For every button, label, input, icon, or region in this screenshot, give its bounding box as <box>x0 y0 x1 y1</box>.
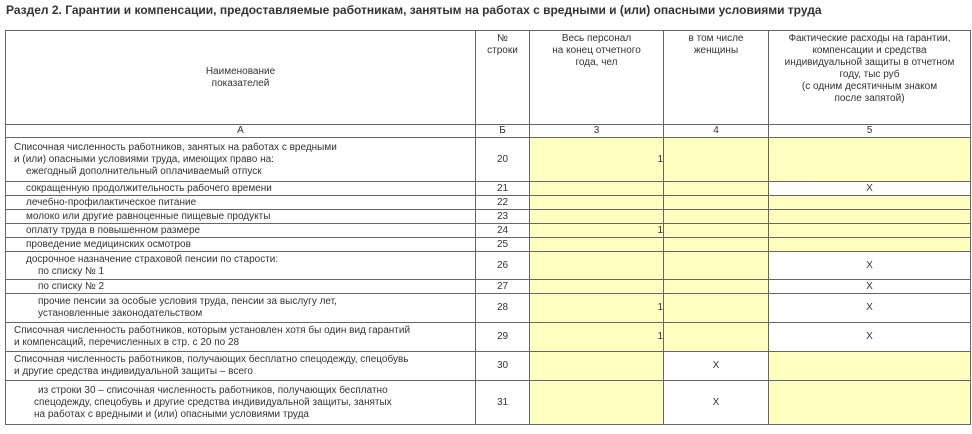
indicator-name: по списку № 2 <box>6 280 476 294</box>
total-staff-cell[interactable] <box>530 210 664 224</box>
table-row <box>6 224 971 238</box>
expenses-cell <box>769 182 971 196</box>
expenses-cell <box>769 323 971 352</box>
row-code: 31 <box>476 381 530 425</box>
row-code: 24 <box>476 224 530 238</box>
total-staff-cell[interactable] <box>530 280 664 294</box>
women-cell[interactable] <box>664 196 769 210</box>
not-applicable-mark: X <box>866 259 873 271</box>
header-expenses: Фактические расходы на гарантии, компенсации и средства индивидуальной защиты в отчетном году, тыс руб (с одним десятичным знаком после запятой) <box>769 31 971 125</box>
row-code: 27 <box>476 280 530 294</box>
total-staff-cell[interactable]: 1 <box>530 323 664 352</box>
women-cell[interactable] <box>664 294 769 323</box>
expenses-cell[interactable] <box>769 138 971 182</box>
expenses-cell <box>769 252 971 280</box>
women-cell[interactable] <box>664 138 769 182</box>
col-index-5: 5 <box>769 125 971 138</box>
total-staff-cell[interactable] <box>530 196 664 210</box>
not-applicable-mark: X <box>712 360 720 371</box>
women-cell[interactable] <box>664 252 769 280</box>
women-cell[interactable] <box>664 182 769 196</box>
guarantees-table <box>5 30 971 425</box>
row-code: 26 <box>476 252 530 280</box>
header-women: в том числе женщины <box>664 31 769 125</box>
table-row <box>6 252 971 280</box>
table-row <box>6 138 971 182</box>
row-code: 28 <box>476 294 530 323</box>
table-row <box>6 294 971 323</box>
expenses-cell[interactable] <box>769 224 971 238</box>
total-staff-cell[interactable]: 1 <box>530 224 664 238</box>
indicator-name: досрочное назначение страховой пенсии по старости: по списку № 1 <box>6 252 476 280</box>
women-cell[interactable] <box>664 323 769 352</box>
not-applicable-mark: X <box>712 396 720 408</box>
women-cell[interactable] <box>664 210 769 224</box>
table-row <box>6 381 971 425</box>
total-staff-cell[interactable]: 1 <box>530 294 664 323</box>
indicator-name: Списочная численность работников, получающих бесплатно спецодежду, спецобувь и другие средства индивидуальной защиты – всего <box>6 352 476 381</box>
total-staff-cell[interactable] <box>530 352 664 381</box>
row-code: 20 <box>476 138 530 182</box>
row-code: 22 <box>476 196 530 210</box>
table-row <box>6 238 971 252</box>
not-applicable-mark: X <box>866 182 873 194</box>
indicator-name: оплату труда в повышенном размере <box>6 224 476 238</box>
women-cell <box>664 381 769 425</box>
indicator-name: проведение медицинских осмотров <box>6 238 476 252</box>
table-row <box>6 196 971 210</box>
women-cell[interactable] <box>664 280 769 294</box>
table-row <box>6 280 971 294</box>
header-row-no: № строки <box>476 31 530 125</box>
total-staff-cell[interactable] <box>530 381 664 425</box>
total-staff-cell[interactable] <box>530 238 664 252</box>
table-row <box>6 182 971 196</box>
not-applicable-mark: X <box>866 302 873 313</box>
header-total-staff: Весь персонал на конец отчетного года, чел <box>530 31 664 125</box>
total-staff-cell[interactable]: 1 <box>530 138 664 182</box>
table-row <box>6 323 971 352</box>
expenses-cell <box>769 280 971 294</box>
women-cell <box>664 352 769 381</box>
row-code: 30 <box>476 352 530 381</box>
total-staff-cell[interactable] <box>530 252 664 280</box>
women-cell[interactable] <box>664 238 769 252</box>
header-name: Наименование показателей <box>6 31 476 125</box>
expenses-cell[interactable] <box>769 196 971 210</box>
expenses-cell[interactable] <box>769 352 971 381</box>
table-row <box>6 210 971 224</box>
women-cell[interactable] <box>664 224 769 238</box>
total-staff-cell[interactable] <box>530 182 664 196</box>
table-body <box>6 138 971 425</box>
not-applicable-mark: X <box>866 280 873 292</box>
row-code: 29 <box>476 323 530 352</box>
column-index-row <box>6 125 971 138</box>
table-row <box>6 352 971 381</box>
row-code: 25 <box>476 238 530 252</box>
expenses-cell[interactable] <box>769 238 971 252</box>
header-row <box>6 31 971 125</box>
col-index-a: А <box>6 125 476 138</box>
indicator-name: Списочная численность работников, которым установлен хотя бы один вид гарантий и компенсаций, перечисленных в стр. с 20 по 28 <box>6 323 476 352</box>
col-index-b: Б <box>476 125 530 138</box>
indicator-name: прочие пенсии за особые условия труда, пенсии за выслугу лет, установленные законодательством <box>6 294 476 323</box>
indicator-name: молоко или другие равноценные пищевые продукты <box>6 210 476 224</box>
indicator-name: Списочная численность работников, занятых на работах с вредными и (или) опасными условиями труда, имеющих право на: ежегодный дополнительный оплачиваемый отпуск <box>6 138 476 182</box>
not-applicable-mark: X <box>866 331 873 342</box>
row-code: 21 <box>476 182 530 196</box>
indicator-name: из строки 30 – списочная численность работников, получающих бесплатно спецодежду, спецобувь и другие средства индивидуальной защиты, занятых на работах с вредными и (или) опасными условиями труда <box>6 381 476 425</box>
indicator-name: лечебно-профилактическое питание <box>6 196 476 210</box>
expenses-cell[interactable] <box>769 210 971 224</box>
col-index-4: 4 <box>664 125 769 138</box>
section-title: Раздел 2. Гарантии и компенсации, предоставляемые работникам, занятым на работах с вредными и (или) опасными условиями труда <box>6 3 822 17</box>
expenses-cell <box>769 294 971 323</box>
indicator-name: сокращенную продолжительность рабочего времени <box>6 182 476 196</box>
row-code: 23 <box>476 210 530 224</box>
col-index-3: 3 <box>530 125 664 138</box>
expenses-cell[interactable] <box>769 381 971 425</box>
